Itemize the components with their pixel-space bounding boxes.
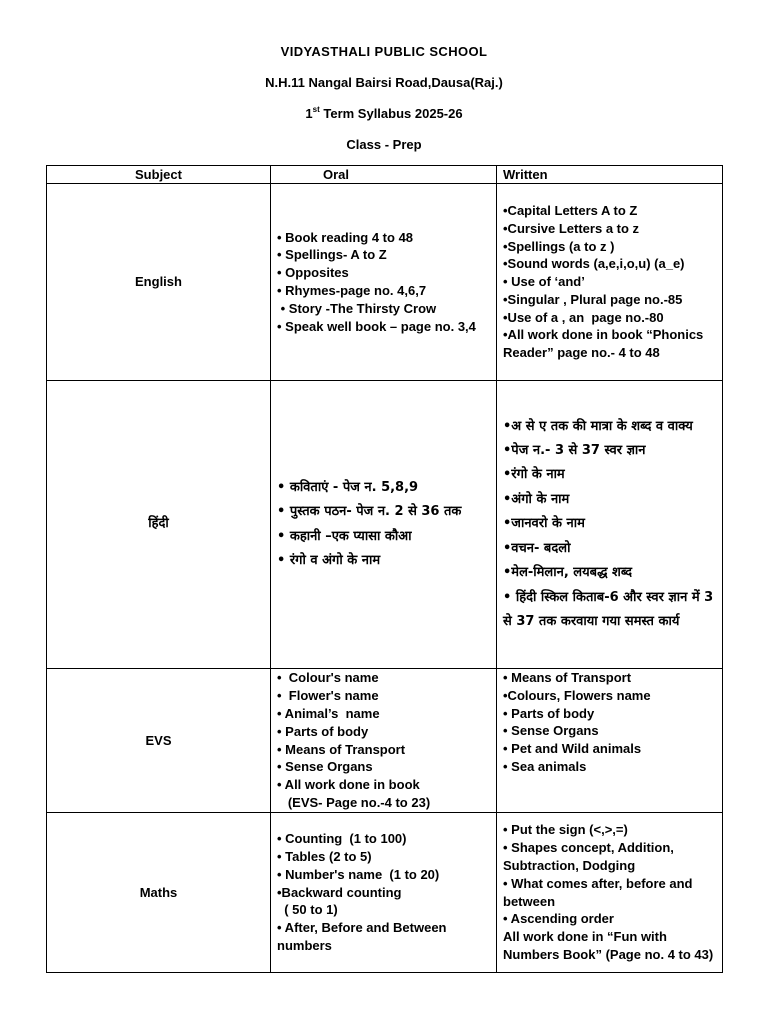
list-item: • Shapes concept, Addition, Subtraction, Dodging: [503, 840, 678, 873]
list-item: • हिंदी स्किल किताब-6 और स्वर ज्ञान में 3 से 37 तक करवाया गया समस्त कार्य: [503, 589, 718, 629]
oral-list: [277, 229, 490, 336]
list-item: (EVS- Page no.-4 to 23): [277, 794, 431, 810]
oral-list: [277, 830, 490, 955]
column-header-oral: Oral: [271, 166, 497, 184]
list-item: • Speak well book – page no. 3,4: [277, 318, 476, 334]
list-item: •मेल-मिलान, लयबद्ध शब्द: [503, 565, 633, 581]
term-title: Term Syllabus 2025-26: [319, 106, 463, 121]
table-row-evs: [47, 669, 723, 813]
subject-cell: हिंदी: [47, 381, 271, 669]
list-item: All work done in “Fun with Numbers Book” (Page no. 4 to 43): [503, 929, 714, 962]
list-item: • Means of Transport: [277, 741, 406, 757]
list-item: •Spellings (a to z ): [503, 238, 615, 254]
list-item: • Parts of body: [503, 705, 595, 721]
list-item: • Spellings- A to Z: [277, 247, 387, 263]
list-item: • Colour's name: [277, 670, 379, 686]
list-item: • What comes after, before and between: [503, 875, 697, 909]
list-item: •Cursive Letters a to z: [503, 220, 640, 236]
class-label: Class - Prep: [346, 137, 422, 152]
list-item: • Story -The Thirsty Crow: [277, 300, 437, 316]
written-list: [503, 202, 716, 362]
list-item: • Counting (1 to 100): [277, 831, 407, 847]
list-item: • रंगो व अंगो के नाम: [277, 552, 381, 568]
written-list: [503, 669, 716, 776]
list-item: •जानवरो के नाम: [503, 516, 585, 532]
list-item: •अ से ए तक की मात्रा के शब्द व वाक्य: [503, 418, 693, 434]
list-item: • पुस्तक पठन- पेज न. 2 से 36 तक: [277, 504, 462, 520]
column-header-subject: Subject: [47, 166, 271, 184]
list-item: • Sense Organs: [277, 759, 373, 775]
table-header-row: [47, 166, 723, 184]
list-item: • Put the sign (<,>,=): [503, 822, 628, 838]
subject-cell: English: [47, 184, 271, 381]
written-cell: [497, 813, 723, 973]
list-item: • Animal’s name: [277, 705, 380, 721]
list-item: • Sea animals: [503, 758, 587, 774]
list-item: •Capital Letters A to Z: [503, 202, 638, 218]
list-item: •रंगो के नाम: [503, 467, 565, 483]
list-item: •Use of a , an page no.-80: [503, 309, 664, 325]
subject-cell: Maths: [47, 813, 271, 973]
oral-cell: [271, 813, 497, 973]
list-item: • कहानी –एक प्यासा कौआ: [277, 528, 412, 544]
syllabus-table: [46, 165, 723, 973]
written-cell: [497, 381, 723, 669]
school-name: VIDYASTHALI PUBLIC SCHOOL: [280, 44, 488, 59]
list-item: •Sound words (a,e,i,o,u) (a_e): [503, 256, 685, 272]
term-ordinal-suffix: st: [312, 105, 320, 114]
oral-list: [277, 669, 490, 811]
list-item: • Pet and Wild animals: [503, 741, 642, 757]
list-item: • Rhymes-page no. 4,6,7: [277, 283, 427, 298]
list-item: •Backward counting: [277, 884, 402, 900]
list-item: •All work done in book “Phonics Reader” page no.- 4 to 48: [503, 327, 707, 361]
list-item: • Sense Organs: [503, 723, 599, 739]
list-item: • Book reading 4 to 48: [277, 229, 414, 245]
list-item: •अंगो के नाम: [503, 491, 570, 507]
list-item: • Use of ‘and’: [503, 274, 585, 290]
column-header-written: Written: [497, 166, 723, 184]
list-item: • All work done in book: [277, 777, 420, 793]
oral-list: [277, 476, 490, 574]
table-row-maths: [47, 813, 723, 973]
list-item: • Flower's name: [277, 688, 379, 704]
oral-cell: [271, 669, 497, 813]
table-row-english: [47, 184, 723, 381]
oral-cell: [271, 381, 497, 669]
syllabus-title: [0, 106, 768, 121]
list-item: • After, Before and Between numbers: [277, 920, 451, 953]
subject-cell: EVS: [47, 669, 271, 813]
list-item: • Number's name (1 to 20): [277, 866, 440, 882]
list-item: • Means of Transport: [503, 670, 632, 685]
school-address: N.H.11 Nangal Bairsi Road,Dausa(Raj.): [265, 75, 503, 90]
list-item: • Ascending order: [503, 911, 614, 927]
list-item: ( 50 to 1): [277, 902, 338, 918]
list-item: •पेज न.- 3 से 37 स्वर ज्ञान: [503, 443, 646, 459]
list-item: • Parts of body: [277, 723, 369, 739]
list-item: • कविताएं - पेज न. 5,8,9: [277, 479, 419, 495]
written-list: [503, 821, 716, 963]
written-list: [503, 415, 716, 635]
term-ordinal: 1: [305, 106, 313, 121]
oral-cell: [271, 184, 497, 381]
list-item: •Colours, Flowers name: [503, 687, 651, 703]
list-item: •Singular , Plural page no.-85: [503, 291, 683, 307]
written-cell: [497, 669, 723, 813]
table-row-hindi: [47, 381, 723, 669]
written-cell: [497, 184, 723, 381]
list-item: • Tables (2 to 5): [277, 849, 372, 864]
list-item: •वचन- बदलो: [503, 540, 571, 556]
list-item: • Opposites: [277, 265, 349, 281]
